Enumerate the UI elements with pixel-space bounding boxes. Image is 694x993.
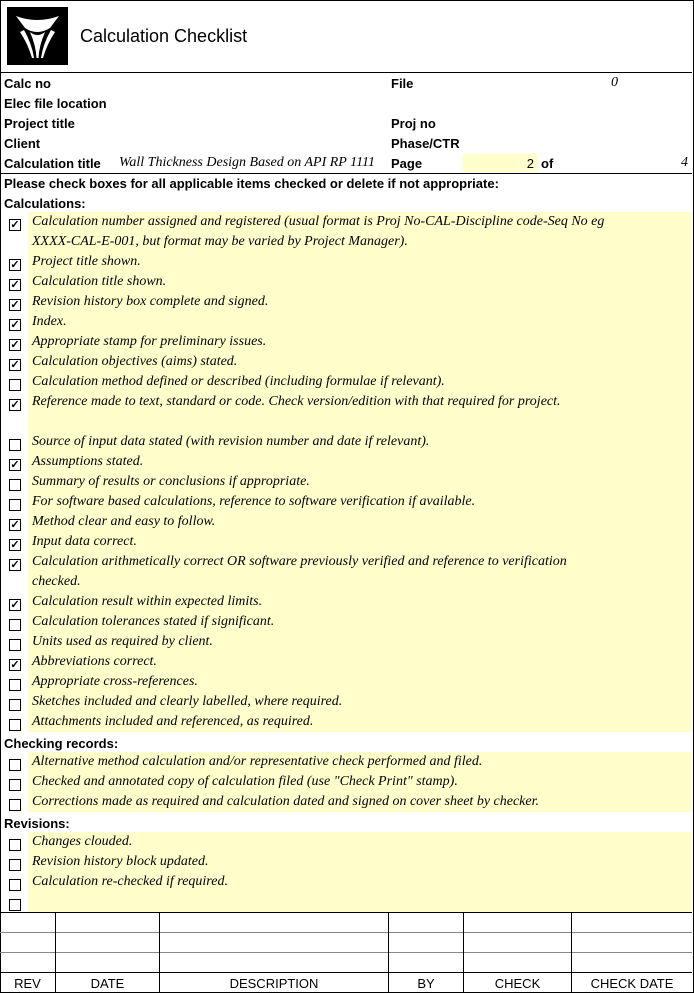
checklist-item-text: Index. xyxy=(32,314,67,329)
company-logo xyxy=(7,7,68,65)
checklist-item xyxy=(0,214,692,249)
checkbox-checked[interactable]: ✓ xyxy=(10,279,20,291)
client-label: Client xyxy=(4,136,41,151)
elec-file-label: Elec file location xyxy=(4,96,107,111)
checklist-item-text: Summary of results or conclusions if appropriate. xyxy=(32,474,310,489)
file-value: 0 xyxy=(611,75,618,90)
rev-header: REV xyxy=(14,976,41,991)
checklist-item-text: Appropriate cross-references. xyxy=(32,674,198,689)
checkbox-unchecked[interactable] xyxy=(9,699,21,711)
checklist-item-text: Checked and annotated copy of calculation filed (use "Check Print" stamp). xyxy=(32,774,458,789)
checkbox-unchecked[interactable] xyxy=(9,499,21,511)
section-checking-records: Checking records: xyxy=(4,736,119,751)
checklist-item-text: Attachments included and referenced, as required. xyxy=(32,714,314,729)
checkbox-unchecked[interactable] xyxy=(9,719,21,731)
checklist-item xyxy=(0,396,692,416)
checklist-item-text: Units used as required by client. xyxy=(32,634,213,649)
checklist-item-text: Appropriate stamp for preliminary issues. xyxy=(32,334,267,349)
checkbox-checked[interactable]: ✓ xyxy=(10,299,20,311)
checkbox-unchecked[interactable] xyxy=(9,379,21,391)
logo-icon xyxy=(10,10,65,62)
checklist-item xyxy=(0,796,692,816)
page-label: Page xyxy=(391,156,423,171)
table-header-line xyxy=(0,972,692,973)
checklist-item-text: Revision history box complete and signed. xyxy=(32,294,269,309)
checklist-item-text: Input data correct. xyxy=(32,534,137,549)
check-header: CHECK xyxy=(494,976,541,991)
checkbox-unchecked[interactable] xyxy=(9,679,21,691)
checklist-item-text: Revision history block updated. xyxy=(32,854,209,869)
checkbox-unchecked[interactable] xyxy=(9,759,21,771)
checklist-item-text: Calculation result within expected limits. xyxy=(32,594,263,609)
checkbox-unchecked[interactable] xyxy=(9,899,21,911)
instructions: Please check boxes for all applicable items checked or delete if not appropriate: xyxy=(4,176,499,191)
calc-no-label: Calc no xyxy=(4,76,51,91)
checklist-item-text-continued: XXXX-CAL-E-001, but format may be varied by Project Manager). xyxy=(32,234,408,249)
checklist-item-text: Corrections made as required and calculation dated and signed on cover sheet by checker. xyxy=(32,794,539,809)
check-date-header: CHECK DATE xyxy=(590,976,674,991)
phase-label: Phase/CTR xyxy=(391,136,460,151)
checklist-item-text: Changes clouded. xyxy=(32,834,133,849)
checklist-item-text: Calculation tolerances stated if significant. xyxy=(32,614,275,629)
section-calculations: Calculations: xyxy=(4,196,86,211)
checklist-item xyxy=(0,716,692,736)
divider xyxy=(0,173,692,174)
checklist-item xyxy=(0,876,692,896)
checkbox-checked[interactable]: ✓ xyxy=(10,339,20,351)
checkbox-checked[interactable]: ✓ xyxy=(10,599,20,611)
checkbox-checked[interactable]: ✓ xyxy=(10,539,20,551)
checkbox-checked[interactable]: ✓ xyxy=(10,359,20,371)
checkbox-unchecked[interactable] xyxy=(9,439,21,451)
checklist-item-text: Alternative method calculation and/or representative check performed and filed. xyxy=(32,754,483,769)
checklist-item-text: Source of input data stated (with revision number and date if relevant). xyxy=(32,434,430,449)
of-label: of xyxy=(541,156,554,171)
checklist-item-text: Calculation arithmetically correct OR software previously verified and reference to verification xyxy=(32,554,567,569)
checkbox-checked[interactable]: ✓ xyxy=(10,559,20,571)
section-revisions: Revisions: xyxy=(4,816,70,831)
description-header: DESCRIPTION xyxy=(229,976,319,991)
checkbox-unchecked[interactable] xyxy=(9,619,21,631)
page-title: Calculation Checklist xyxy=(80,26,248,46)
checkbox-unchecked[interactable] xyxy=(9,639,21,651)
total-pages-value: 4 xyxy=(681,155,688,170)
checkbox-checked[interactable]: ✓ xyxy=(10,399,20,411)
checkbox-unchecked[interactable] xyxy=(9,879,21,891)
checklist-item-text: Method clear and easy to follow. xyxy=(32,514,216,529)
divider xyxy=(0,72,692,73)
checkbox-checked[interactable]: ✓ xyxy=(10,319,20,331)
checkbox-checked[interactable]: ✓ xyxy=(10,659,20,671)
checklist-item-text: Sketches included and clearly labelled, where required. xyxy=(32,694,343,709)
header xyxy=(0,0,692,73)
date-header: DATE xyxy=(90,976,125,991)
checklist-item-text: Calculation re-checked if required. xyxy=(32,874,228,889)
checklist-item-text-continued: checked. xyxy=(32,574,81,589)
checkbox-unchecked[interactable] xyxy=(9,839,21,851)
proj-no-label: Proj no xyxy=(391,116,436,131)
checkbox-unchecked[interactable] xyxy=(9,779,21,791)
checklist-item-text: Project title shown. xyxy=(32,254,141,269)
project-title-label: Project title xyxy=(4,116,75,131)
checklist-item-text: Calculation number assigned and registered (usual format is Proj No-CAL-Discipline code-Seq No eg xyxy=(32,214,605,229)
file-label: File xyxy=(391,76,414,91)
checklist-item-text: For software based calculations, reference to software verification if available. xyxy=(32,494,476,509)
checklist-item-text: Abbreviations correct. xyxy=(32,654,157,669)
checklist-item-text: Assumptions stated. xyxy=(32,454,144,469)
calc-title-value: Wall Thickness Design Based on API RP 1111 xyxy=(119,155,375,170)
checklist-item xyxy=(0,554,692,589)
checkbox-checked[interactable]: ✓ xyxy=(10,259,20,271)
calc-title-label: Calculation title xyxy=(4,156,101,171)
checkbox-unchecked[interactable] xyxy=(9,799,21,811)
by-header: BY xyxy=(417,976,435,991)
table-row-line xyxy=(0,952,692,953)
checklist-item-text: Calculation objectives (aims) stated. xyxy=(32,354,238,369)
table-top-border xyxy=(0,912,692,913)
checkbox-checked[interactable]: ✓ xyxy=(10,459,20,471)
page-value: 2 xyxy=(526,156,534,171)
checklist-item-text: Calculation method defined or described (including formulae if relevant). xyxy=(32,374,445,389)
checkbox-unchecked[interactable] xyxy=(9,859,21,871)
checkbox-checked[interactable]: ✓ xyxy=(10,519,20,531)
checkbox-checked[interactable]: ✓ xyxy=(10,219,20,231)
checklist-item-text: Calculation title shown. xyxy=(32,274,167,289)
checkbox-unchecked[interactable] xyxy=(9,479,21,491)
checklist-item xyxy=(0,896,692,916)
checklist-item-text: Reference made to text, standard or code. Check version/edition with that required for project. xyxy=(32,394,561,409)
table-row-line xyxy=(0,932,692,933)
